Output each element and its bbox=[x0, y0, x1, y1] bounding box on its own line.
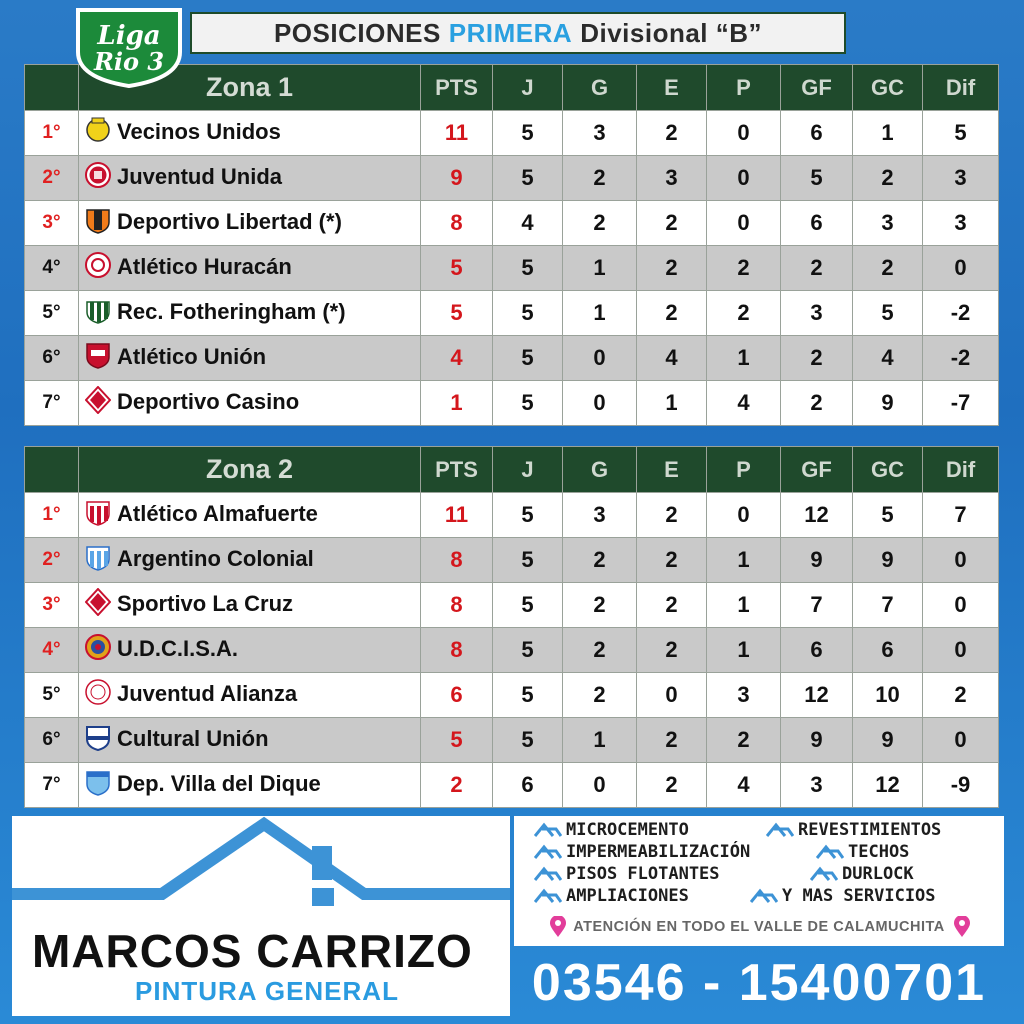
won-cell: 1 bbox=[563, 718, 637, 763]
team-name: Juventud Alianza bbox=[117, 680, 298, 706]
lost-cell: 0 bbox=[707, 156, 781, 201]
points-cell: 2 bbox=[421, 763, 493, 808]
goal-difference-cell: 0 bbox=[923, 718, 999, 763]
goals-for-cell: 3 bbox=[781, 763, 853, 808]
table-row bbox=[25, 763, 999, 808]
table-row bbox=[25, 111, 999, 156]
goals-against-cell: 7 bbox=[853, 583, 923, 628]
team-name: Dep. Villa del Dique bbox=[117, 770, 321, 796]
crest-yellow-icon bbox=[85, 116, 111, 150]
position-cell: 3° bbox=[25, 583, 79, 628]
played-cell: 5 bbox=[493, 628, 563, 673]
drawn-cell: 2 bbox=[637, 111, 707, 156]
won-cell: 0 bbox=[563, 763, 637, 808]
team-cell bbox=[79, 493, 421, 538]
drawn-cell: 2 bbox=[637, 718, 707, 763]
goal-difference-cell: 3 bbox=[923, 201, 999, 246]
league-logo bbox=[70, 6, 188, 88]
table-header bbox=[25, 447, 999, 493]
table-row bbox=[25, 718, 999, 763]
goals-against-cell: 12 bbox=[853, 763, 923, 808]
goals-against-cell: 2 bbox=[853, 246, 923, 291]
goal-difference-cell: 0 bbox=[923, 538, 999, 583]
lost-cell: 1 bbox=[707, 336, 781, 381]
table-row bbox=[25, 201, 999, 246]
table-row bbox=[25, 673, 999, 718]
crest-red-diamond-icon bbox=[85, 588, 111, 622]
header-gc: GC bbox=[853, 447, 923, 493]
zone-1-rows bbox=[25, 111, 999, 426]
title-part1: POSICIONES bbox=[273, 17, 441, 48]
goal-difference-cell: 7 bbox=[923, 493, 999, 538]
table-row bbox=[25, 381, 999, 426]
service-item bbox=[750, 886, 936, 906]
goals-for-cell: 2 bbox=[781, 381, 853, 426]
crest-red-cau-icon bbox=[85, 341, 111, 375]
goal-difference-cell: -7 bbox=[923, 381, 999, 426]
service-label: AMPLIACIONES bbox=[566, 886, 689, 906]
goals-for-cell: 5 bbox=[781, 156, 853, 201]
points-cell: 5 bbox=[421, 246, 493, 291]
played-cell: 5 bbox=[493, 111, 563, 156]
table-row bbox=[25, 336, 999, 381]
drawn-cell: 2 bbox=[637, 291, 707, 336]
points-cell: 1 bbox=[421, 381, 493, 426]
points-cell: 9 bbox=[421, 156, 493, 201]
team-name: Atlético Almafuerte bbox=[117, 500, 318, 526]
position-cell: 7° bbox=[25, 763, 79, 808]
points-cell: 4 bbox=[421, 336, 493, 381]
points-cell: 11 bbox=[421, 111, 493, 156]
lost-cell: 4 bbox=[707, 763, 781, 808]
crest-green-stripes-icon bbox=[85, 296, 111, 330]
roof-icon bbox=[816, 844, 844, 860]
header-pts: PTS bbox=[421, 447, 493, 493]
service-item bbox=[810, 864, 914, 884]
lost-cell: 0 bbox=[707, 201, 781, 246]
points-cell: 8 bbox=[421, 201, 493, 246]
won-cell: 0 bbox=[563, 381, 637, 426]
header-p: P bbox=[707, 447, 781, 493]
roof-icon bbox=[534, 844, 562, 860]
roof-icon bbox=[534, 822, 562, 838]
title-accent: PRIMERA bbox=[448, 17, 573, 48]
team-cell bbox=[79, 336, 421, 381]
points-cell: 8 bbox=[421, 628, 493, 673]
header-dif: Dif bbox=[923, 65, 999, 111]
points-cell: 5 bbox=[421, 291, 493, 336]
header-e: E bbox=[637, 447, 707, 493]
position-cell: 1° bbox=[25, 111, 79, 156]
lost-cell: 1 bbox=[707, 538, 781, 583]
zone-name: Zona 2 bbox=[79, 447, 421, 493]
lost-cell: 0 bbox=[707, 493, 781, 538]
team-name: Sportivo La Cruz bbox=[117, 590, 294, 616]
logo-line1: Liga bbox=[97, 21, 161, 51]
position-cell: 3° bbox=[25, 201, 79, 246]
won-cell: 2 bbox=[563, 583, 637, 628]
goal-difference-cell: 0 bbox=[923, 628, 999, 673]
team-name: Deportivo Libertad (*) bbox=[117, 208, 342, 234]
position-cell: 4° bbox=[25, 246, 79, 291]
team-cell bbox=[79, 538, 421, 583]
team-cell bbox=[79, 381, 421, 426]
crest-blue-stripes-icon bbox=[85, 543, 111, 577]
header-e: E bbox=[637, 65, 707, 111]
won-cell: 1 bbox=[563, 246, 637, 291]
header-g: G bbox=[563, 447, 637, 493]
won-cell: 2 bbox=[563, 156, 637, 201]
drawn-cell: 2 bbox=[637, 493, 707, 538]
drawn-cell: 2 bbox=[637, 628, 707, 673]
goals-for-cell: 9 bbox=[781, 538, 853, 583]
header-gc: GC bbox=[853, 65, 923, 111]
goal-difference-cell: 2 bbox=[923, 673, 999, 718]
goals-against-cell: 9 bbox=[853, 538, 923, 583]
advertiser-name: MARCOS CARRIZO bbox=[32, 925, 473, 977]
goals-against-cell: 5 bbox=[853, 291, 923, 336]
goals-for-cell: 7 bbox=[781, 583, 853, 628]
table-row bbox=[25, 538, 999, 583]
team-name: Rec. Fotheringham (*) bbox=[117, 298, 346, 324]
won-cell: 2 bbox=[563, 201, 637, 246]
team-name: Juventud Unida bbox=[117, 163, 283, 189]
goal-difference-cell: 0 bbox=[923, 246, 999, 291]
crest-red-stripes-icon bbox=[85, 498, 111, 532]
position-cell: 5° bbox=[25, 291, 79, 336]
page-title bbox=[190, 12, 846, 54]
lost-cell: 2 bbox=[707, 291, 781, 336]
drawn-cell: 4 bbox=[637, 336, 707, 381]
header-pos bbox=[25, 447, 79, 493]
standings-table-zone-1 bbox=[24, 64, 998, 426]
logo-line2: Rio 3 bbox=[93, 47, 165, 76]
goals-against-cell: 3 bbox=[853, 201, 923, 246]
service-item bbox=[534, 842, 750, 862]
table-row bbox=[25, 628, 999, 673]
team-cell bbox=[79, 628, 421, 673]
crest-multicolor-round-icon bbox=[85, 633, 111, 667]
goals-against-cell: 4 bbox=[853, 336, 923, 381]
header-gf: GF bbox=[781, 447, 853, 493]
points-cell: 8 bbox=[421, 538, 493, 583]
position-cell: 4° bbox=[25, 628, 79, 673]
won-cell: 2 bbox=[563, 673, 637, 718]
crest-red-round-icon bbox=[85, 251, 111, 285]
goals-for-cell: 12 bbox=[781, 493, 853, 538]
table-row bbox=[25, 583, 999, 628]
points-cell: 5 bbox=[421, 718, 493, 763]
played-cell: 6 bbox=[493, 763, 563, 808]
service-item bbox=[534, 864, 720, 884]
position-cell: 7° bbox=[25, 381, 79, 426]
service-label: MICROCEMENTO bbox=[566, 820, 689, 840]
goals-for-cell: 6 bbox=[781, 201, 853, 246]
service-item bbox=[534, 886, 689, 906]
goals-against-cell: 1 bbox=[853, 111, 923, 156]
goals-against-cell: 9 bbox=[853, 381, 923, 426]
header-p: P bbox=[707, 65, 781, 111]
played-cell: 5 bbox=[493, 381, 563, 426]
table-row bbox=[25, 246, 999, 291]
goal-difference-cell: 5 bbox=[923, 111, 999, 156]
service-item bbox=[766, 820, 941, 840]
drawn-cell: 2 bbox=[637, 246, 707, 291]
service-area-label: ATENCIÓN EN TODO EL VALLE DE CALAMUCHITA bbox=[573, 919, 945, 935]
played-cell: 5 bbox=[493, 538, 563, 583]
team-name: Vecinos Unidos bbox=[117, 118, 281, 144]
drawn-cell: 3 bbox=[637, 156, 707, 201]
team-cell bbox=[79, 583, 421, 628]
position-cell: 6° bbox=[25, 336, 79, 381]
location-pin-icon bbox=[549, 916, 567, 938]
drawn-cell: 0 bbox=[637, 673, 707, 718]
goal-difference-cell: -2 bbox=[923, 336, 999, 381]
goal-difference-cell: -9 bbox=[923, 763, 999, 808]
won-cell: 0 bbox=[563, 336, 637, 381]
points-cell: 8 bbox=[421, 583, 493, 628]
location-pin-icon bbox=[953, 916, 971, 938]
drawn-cell: 2 bbox=[637, 763, 707, 808]
roof-icon bbox=[750, 888, 778, 904]
goals-for-cell: 12 bbox=[781, 673, 853, 718]
played-cell: 5 bbox=[493, 673, 563, 718]
crest-red-ju-icon bbox=[85, 161, 111, 195]
team-cell bbox=[79, 673, 421, 718]
played-cell: 5 bbox=[493, 156, 563, 201]
table-row bbox=[25, 493, 999, 538]
zone-2-rows bbox=[25, 493, 999, 808]
crest-orange-icon bbox=[85, 206, 111, 240]
played-cell: 5 bbox=[493, 291, 563, 336]
won-cell: 1 bbox=[563, 291, 637, 336]
team-cell bbox=[79, 156, 421, 201]
position-cell: 5° bbox=[25, 673, 79, 718]
drawn-cell: 2 bbox=[637, 538, 707, 583]
roof-icon bbox=[766, 822, 794, 838]
lost-cell: 4 bbox=[707, 381, 781, 426]
drawn-cell: 2 bbox=[637, 201, 707, 246]
goals-for-cell: 3 bbox=[781, 291, 853, 336]
team-name: Deportivo Casino bbox=[117, 388, 300, 414]
roof-icon bbox=[810, 866, 838, 882]
position-cell: 1° bbox=[25, 493, 79, 538]
services-panel bbox=[514, 816, 1004, 946]
crest-red-diamond-icon bbox=[85, 386, 111, 420]
team-name: Atlético Unión bbox=[117, 343, 267, 369]
header-gf: GF bbox=[781, 65, 853, 111]
roof-icon bbox=[534, 888, 562, 904]
lost-cell: 2 bbox=[707, 246, 781, 291]
table-row bbox=[25, 291, 999, 336]
service-label: PISOS FLOTANTES bbox=[566, 864, 720, 884]
won-cell: 3 bbox=[563, 493, 637, 538]
team-cell bbox=[79, 201, 421, 246]
points-cell: 11 bbox=[421, 493, 493, 538]
crest-blue-cdu-icon bbox=[85, 723, 111, 757]
won-cell: 2 bbox=[563, 628, 637, 673]
team-name: Cultural Unión bbox=[117, 725, 269, 751]
team-cell bbox=[79, 291, 421, 336]
position-cell: 2° bbox=[25, 156, 79, 201]
service-label: REVESTIMIENTOS bbox=[798, 820, 942, 840]
goals-for-cell: 6 bbox=[781, 628, 853, 673]
service-label: TECHOS bbox=[848, 842, 910, 862]
header-dif: Dif bbox=[923, 447, 999, 493]
service-item bbox=[816, 842, 909, 862]
crest-red-outline-icon bbox=[85, 678, 111, 712]
drawn-cell: 1 bbox=[637, 381, 707, 426]
goal-difference-cell: 3 bbox=[923, 156, 999, 201]
position-cell: 6° bbox=[25, 718, 79, 763]
table-row bbox=[25, 156, 999, 201]
drawn-cell: 2 bbox=[637, 583, 707, 628]
lost-cell: 2 bbox=[707, 718, 781, 763]
goals-for-cell: 2 bbox=[781, 336, 853, 381]
title-part2: Divisional “B” bbox=[580, 17, 763, 48]
lost-cell: 1 bbox=[707, 628, 781, 673]
house-roof-icon bbox=[12, 816, 510, 926]
roof-icon bbox=[534, 866, 562, 882]
zone-name: Zona 1 bbox=[79, 65, 421, 111]
team-cell bbox=[79, 763, 421, 808]
header-j: J bbox=[493, 65, 563, 111]
team-cell bbox=[79, 718, 421, 763]
goals-against-cell: 9 bbox=[853, 718, 923, 763]
header-g: G bbox=[563, 65, 637, 111]
lost-cell: 3 bbox=[707, 673, 781, 718]
goals-for-cell: 6 bbox=[781, 111, 853, 156]
phone-number: 03546 - 15400701 bbox=[531, 954, 987, 1012]
service-label: IMPERMEABILIZACIÓN bbox=[566, 842, 751, 862]
advertisement-banner bbox=[12, 816, 510, 1016]
service-area bbox=[520, 916, 1000, 938]
service-label: DURLOCK bbox=[842, 864, 914, 884]
won-cell: 3 bbox=[563, 111, 637, 156]
crest-lightblue-icon bbox=[85, 768, 111, 802]
played-cell: 5 bbox=[493, 493, 563, 538]
position-cell: 2° bbox=[25, 538, 79, 583]
points-cell: 6 bbox=[421, 673, 493, 718]
won-cell: 2 bbox=[563, 538, 637, 583]
lost-cell: 0 bbox=[707, 111, 781, 156]
team-cell bbox=[79, 111, 421, 156]
team-name: Atlético Huracán bbox=[117, 253, 292, 279]
goal-difference-cell: -2 bbox=[923, 291, 999, 336]
goals-against-cell: 10 bbox=[853, 673, 923, 718]
service-item bbox=[534, 820, 689, 840]
team-cell bbox=[79, 246, 421, 291]
played-cell: 5 bbox=[493, 718, 563, 763]
goals-for-cell: 2 bbox=[781, 246, 853, 291]
goals-for-cell: 9 bbox=[781, 718, 853, 763]
played-cell: 5 bbox=[493, 583, 563, 628]
played-cell: 4 bbox=[493, 201, 563, 246]
goal-difference-cell: 0 bbox=[923, 583, 999, 628]
played-cell: 5 bbox=[493, 246, 563, 291]
header-j: J bbox=[493, 447, 563, 493]
header-pts: PTS bbox=[421, 65, 493, 111]
lost-cell: 1 bbox=[707, 583, 781, 628]
goals-against-cell: 6 bbox=[853, 628, 923, 673]
goals-against-cell: 5 bbox=[853, 493, 923, 538]
team-name: U.D.C.I.S.A. bbox=[117, 635, 239, 661]
standings-table-zone-2 bbox=[24, 446, 998, 808]
team-name: Argentino Colonial bbox=[117, 545, 314, 571]
advertiser-subtitle: PINTURA GENERAL bbox=[135, 976, 399, 1006]
service-label: Y MAS SERVICIOS bbox=[782, 886, 936, 906]
goals-against-cell: 2 bbox=[853, 156, 923, 201]
played-cell: 5 bbox=[493, 336, 563, 381]
